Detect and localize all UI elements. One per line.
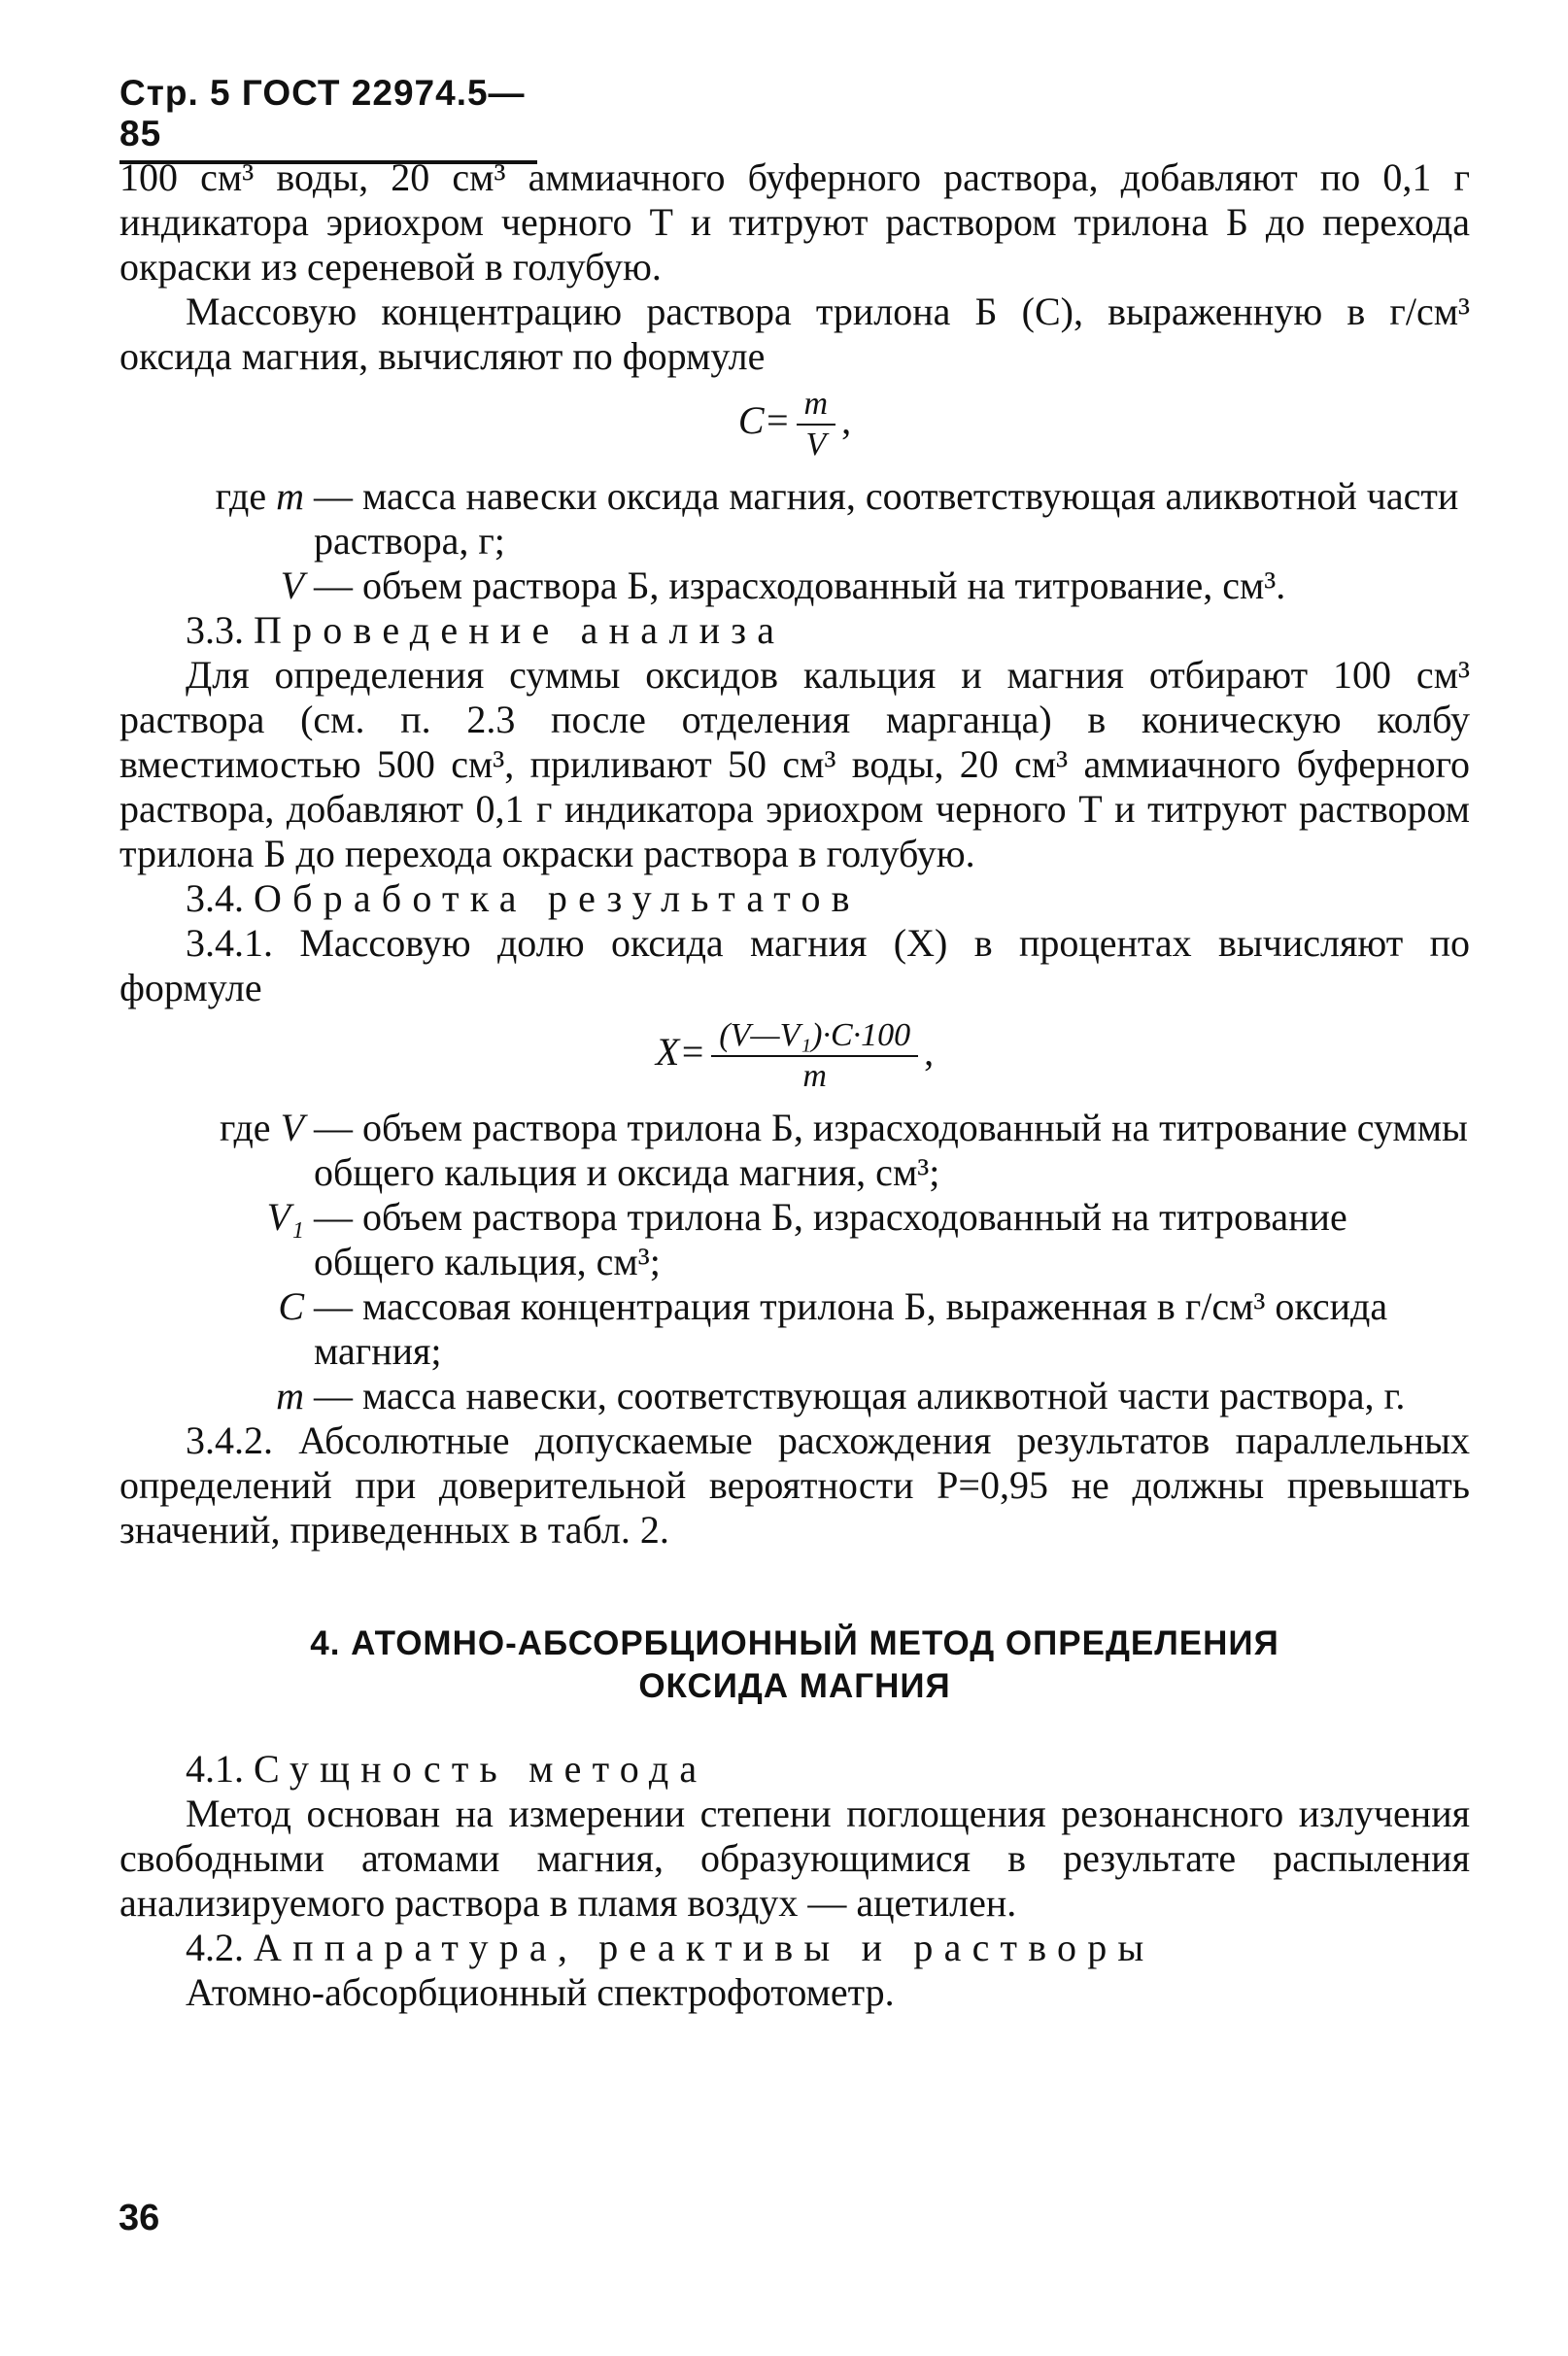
- formula-denominator: m: [802, 1058, 827, 1094]
- def-symbol: C: [278, 1284, 304, 1328]
- formula-mass-fraction: [119, 1016, 1470, 1096]
- section-heading-3-3: 3.3. Проведение анализа: [186, 608, 786, 652]
- paragraph-3-3: Для определения суммы оксидов кальция и магния отбирают 100 см³ раствора (см. п. 2.3 после отделения марганца) в коническую колбу вместимостью 500 см³, приливают 50 см³ воды, 20 см³ аммиачного буферного раствора, добавляют 0,1 г индикатора эриохром черного Т и титруют раствором трилона Б до перехода окраски раствора в голубую.: [119, 653, 1470, 875]
- definitions-list-1: [119, 474, 1470, 608]
- def-text: — объем раствора трилона Б, израсходованный на титрование общего кальция, см³;: [314, 1195, 1347, 1283]
- section-4-heading: [119, 1622, 1470, 1708]
- paragraph-4-1: Метод основан на измерении степени поглощения резонансного излучения свободными атомами магния, образующимися в результате распыления анализируемого раствора в пламя воздух — ацетилен.: [119, 1792, 1470, 1925]
- formula-concentration: [119, 385, 1470, 464]
- running-head: Стр. 5 ГОСТ 22974.5—85: [119, 73, 537, 164]
- def-text: — объем раствора трилона Б, израсходованный на титрование суммы общего кальция и оксида магния, см³;: [314, 1106, 1468, 1194]
- definitions-list-2: [119, 1106, 1470, 1418]
- def-symbol: V₁: [266, 1195, 304, 1239]
- formula-numerator: (V—V₁)·C·100: [711, 1016, 918, 1057]
- formula-denominator: V: [805, 427, 827, 462]
- def-text: — масса навески оксида магния, соответствующая аликвотной части раствора, г;: [314, 474, 1459, 563]
- formula-lhs: X=: [655, 1030, 706, 1075]
- paragraph-3-4-1: 3.4.1. Массовую долю оксида магния (X) в процентах вычисляют по формуле: [119, 921, 1470, 1009]
- formula-lhs: C=: [737, 398, 791, 443]
- formula-trail: ,: [841, 398, 852, 443]
- def-symbol: V: [280, 563, 304, 607]
- section-heading-4-2: 4.2. Аппаратура, реактивы и растворы: [186, 1926, 1155, 1969]
- def-symbol: где V: [220, 1106, 304, 1149]
- paragraph-3-4-2: 3.4.2. Абсолютные допускаемые расхождения результатов параллельных определений при доверительной вероятности P=0,95 не должны превышать значений, приведенных в табл. 2.: [119, 1418, 1470, 1552]
- page-number: 36: [119, 2198, 160, 2238]
- section-4-heading-line2: ОКСИДА МАГНИЯ: [638, 1667, 951, 1705]
- paragraph-4-2: Атомно-абсорбционный спектрофотометр.: [186, 1970, 895, 2014]
- formula-fraction: [711, 1016, 918, 1096]
- section-4-heading-line1: 4. АТОМНО-АБСОРБЦИОННЫЙ МЕТОД ОПРЕДЕЛЕНИЯ: [310, 1624, 1279, 1662]
- def-symbol: m: [276, 1374, 304, 1417]
- section-heading-3-4: 3.4. Обработка результатов: [186, 876, 861, 920]
- def-text: — массовая концентрация трилона Б, выраженная в г/см³ оксида магния;: [314, 1284, 1388, 1373]
- section-heading-4-1: 4.1. Сущность метода: [186, 1747, 708, 1791]
- paragraph-concentration: Массовую концентрацию раствора трилона Б (C), выраженную в г/см³ оксида магния, вычисляют по формуле: [119, 290, 1470, 378]
- paragraph-intro: 100 см³ воды, 20 см³ аммиачного буферного раствора, добавляют по 0,1 г индикатора эриохром черного Т и титруют раствором трилона Б до перехода окраски из сереневой в голубую.: [119, 155, 1470, 289]
- formula-fraction: [797, 385, 836, 464]
- formula-numerator: m: [797, 385, 836, 426]
- def-text: — масса навески, соответствующая аликвотной части раствора, г.: [314, 1374, 1406, 1417]
- document-body: [119, 155, 1470, 2015]
- formula-trail: ,: [924, 1030, 935, 1075]
- def-text: — объем раствора Б, израсходованный на титрование, см³.: [314, 563, 1286, 607]
- def-symbol: где m: [215, 474, 304, 518]
